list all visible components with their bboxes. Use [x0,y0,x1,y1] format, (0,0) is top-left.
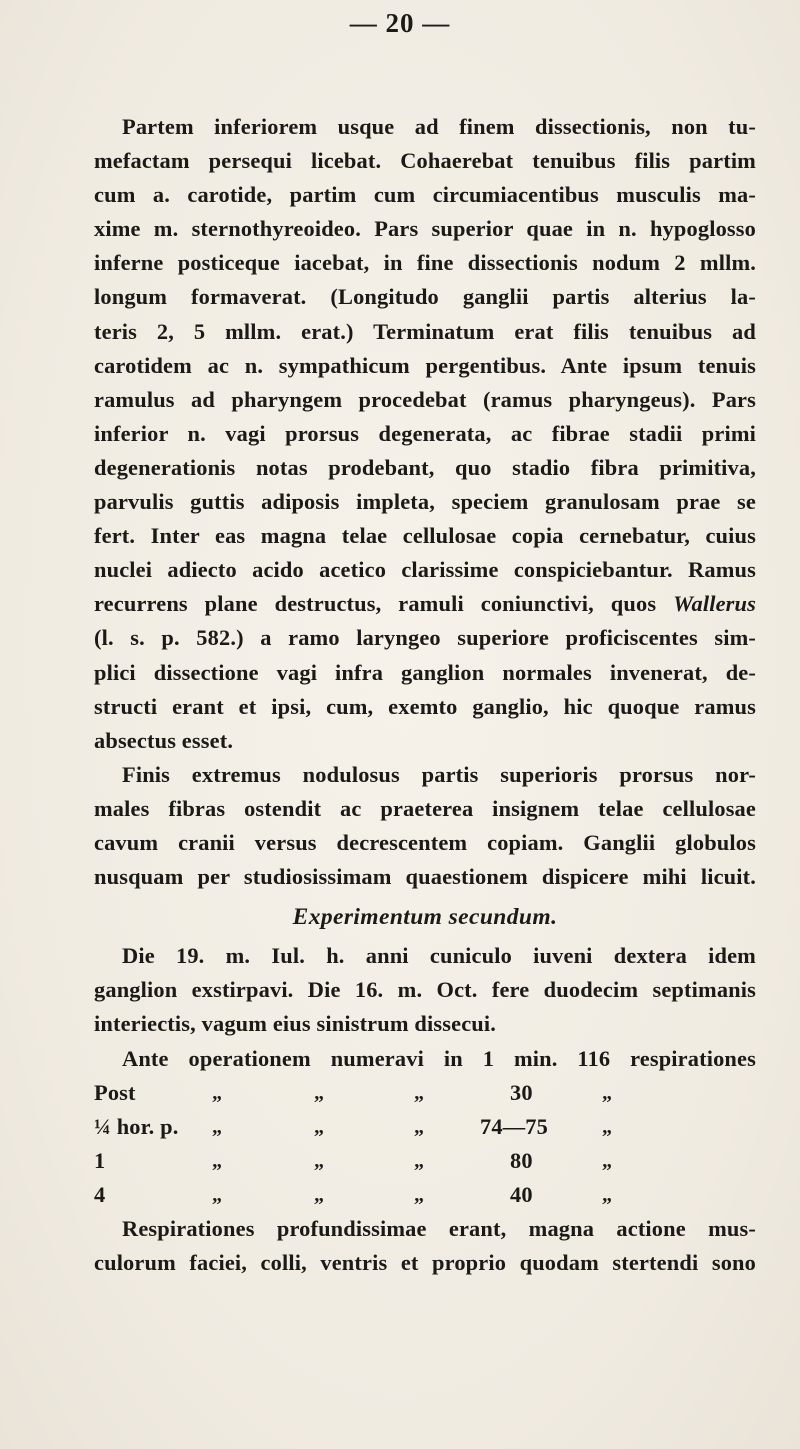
row-label: Post [94,1079,136,1105]
text-line: culorum faciei, colli, ventris et proprio quodam stertendi sono [94,1249,756,1275]
text-line: (l. s. p. 582.) a ramo laryngeo superiore proficiscentes sim- [94,625,756,651]
text-line: structi erant et ipsi, cum, exemto ganglio, hic quoque ramus [94,693,756,719]
paragraph-1 [94,110,756,758]
text-line: fert. Inter eas magna telae cellulosae copia cernebatur, cuius [94,523,756,549]
author-name: Wallerus [673,591,756,617]
text-line: Die 19. m. Iul. h. anni cuniculo iuveni dextera idem [122,943,756,969]
respiration-count: 30 [510,1079,533,1105]
text-line: interiectis, vagum eius sinistrum dissecui. [94,1011,497,1037]
text-line: inferne posticeque iacebat, in fine dissectionis nodum 2 mllm. [94,250,756,276]
text-line: ramulus ad pharyngem procedebat (ramus pharyngeus). Pars [94,386,756,412]
text-line: Finis extremus nodulosus partis superioris prorsus nor- [122,761,756,787]
row-label: 1 [94,1147,106,1173]
respiration-count: 80 [510,1147,533,1173]
ditto-mark: „ [212,1183,223,1206]
text-line: cum a. carotide, partim cum circumiacentibus musculis ma- [94,182,756,208]
text-line: males fibras ostendit ac praeterea insignem telae cellulosae [94,795,756,821]
text-line: ganglion exstirpavi. Die 16. m. Oct. fere duodecim septimanis [94,977,756,1003]
table-row [94,1076,756,1110]
text-line: Respirationes profundissimae erant, magna actione mus- [122,1215,756,1241]
ditto-mark: „ [602,1081,613,1104]
paragraph-5 [94,1212,756,1280]
row-label: ¼ hor. p. [94,1113,179,1139]
paragraph-3 [94,939,756,1041]
ditto-mark: „ [314,1183,325,1206]
ditto-mark: „ [212,1081,223,1104]
ditto-mark: „ [314,1115,325,1138]
respiration-table [94,1076,756,1212]
text-line: plici dissectione vagi infra ganglion normales invenerat, de- [94,659,756,685]
text-line: absectus esset. [94,727,234,753]
ditto-mark: „ [602,1115,613,1138]
text-line: xime m. sternothyreoideo. Pars superior quae in n. hypoglosso [94,216,756,242]
text-line: nuclei adiecto acido acetico clarissime conspiciebantur. Ramus [94,557,756,583]
text-line: Partem inferiorem usque ad finem dissectionis, non tu- [122,114,756,139]
respiration-count: 40 [510,1181,533,1207]
text-line: nusquam per studiosissimam quaestionem dispicere mihi licuit. [94,864,756,890]
text-line: carotidem ac n. sympathicum pergentibus. Ante ipsum tenuis [94,352,756,378]
table-row [94,1178,756,1212]
ditto-mark: „ [414,1115,425,1138]
ditto-mark: „ [414,1183,425,1206]
text-line: parvulis guttis adiposis impleta, speciem granulosam prae se [94,489,756,515]
text-line: longum formaverat. (Longitudo ganglii partis alterius la- [94,284,756,310]
section-heading: Experimentum secundum. [292,904,558,931]
ditto-mark: „ [414,1149,425,1172]
table-row [94,1110,756,1144]
ditto-mark: „ [314,1081,325,1104]
text-fragment: recurrens plane destructus, ramuli coniunctivi, quos [94,591,657,617]
row-label: 4 [94,1181,106,1207]
text-line: Ante operationem numeravi in 1 min. 116 respirationes [122,1045,756,1071]
text-line: degenerationis notas prodebant, quo stadio fibra primitiva, [94,454,756,480]
paragraph-4 [94,1042,756,1076]
ditto-mark: „ [212,1149,223,1172]
text-line: cavum cranii versus decrescentem copiam. Ganglii globulos [94,829,756,855]
table-row [94,1144,756,1178]
ditto-mark: „ [314,1149,325,1172]
text-line: inferior n. vagi prorsus degenerata, ac fibrae stadii primi [94,420,756,446]
ditto-mark: „ [212,1115,223,1138]
paragraph-2 [94,758,756,894]
body-text [94,110,756,1280]
page-number: — 20 — [349,8,451,38]
text-line: teris 2, 5 mllm. erat.) Terminatum erat filis tenuibus ad [94,318,756,344]
text-line: mefactam persequi licebat. Cohaerebat tenuibus filis partim [94,148,756,174]
text-line-with-author [94,587,756,621]
respiration-count: 74—75 [480,1113,548,1139]
ditto-mark: „ [602,1149,613,1172]
ditto-mark: „ [414,1081,425,1104]
ditto-mark: „ [602,1183,613,1206]
